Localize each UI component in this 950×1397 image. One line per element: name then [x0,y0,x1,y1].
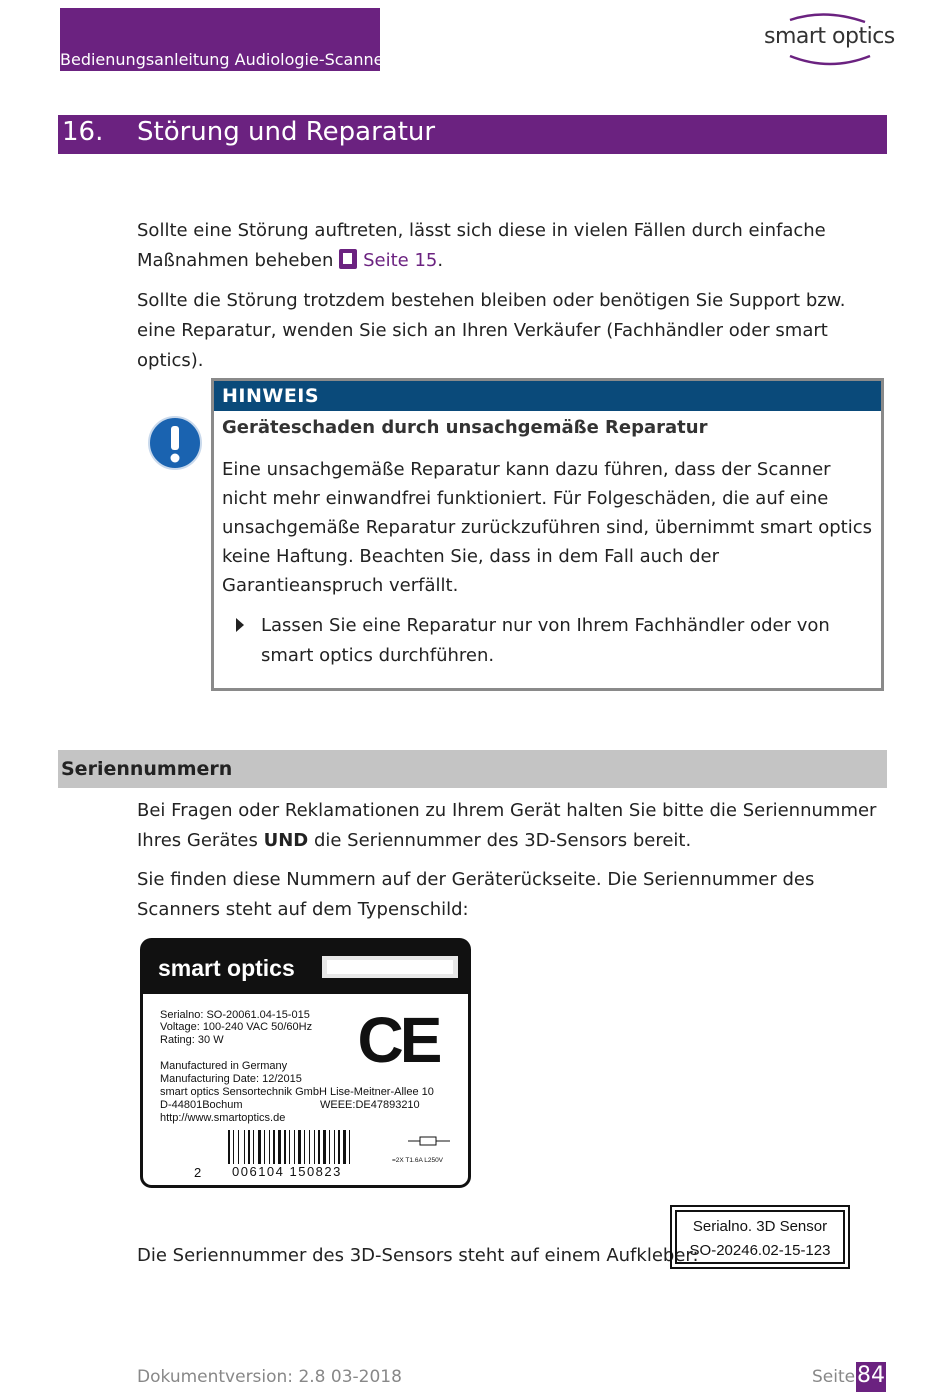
notice-header [214,381,881,411]
exclamation-mandatory-icon [147,415,203,471]
notice-instruction: Lassen Sie eine Reparatur nur von Ihrem Fachhändler oder von smart optics durchführen. [261,615,830,666]
typeplate-image [140,938,471,1188]
barcode-digits: 006104 150823 [232,1164,342,1179]
typeplate-company: smart optics Sensortechnik GmbH Lise-Meitner-Allee 10 [160,1086,434,1098]
sticker-line-2: SO-20246.02-15-123 [689,1242,831,1259]
typeplate-mfg-date: Manufacturing Date: 12/2015 [160,1073,302,1085]
sensor-sticker-inner [675,1210,845,1264]
page-number: 84 [857,1363,885,1388]
notice-title: Geräteschaden durch unsachgemäße Reparatur [222,417,708,438]
section-para1-after: die Seriennummer des 3D-Sensors bereit. [308,830,692,851]
barcode-prefix: 2 [194,1165,202,1180]
section-paragraph-2: Sie finden diese Nummern auf der Geräterückseite. Die Seriennummer des Scanners steht auf dem Typenschild: [137,869,815,920]
notice-label: HINWEIS [222,385,320,407]
fuse-rating: =2X T1.6A L250V [392,1157,444,1164]
page-label: Seite [812,1367,856,1387]
typeplate-serial: Serialno: SO-20061.04-15-015 [160,1009,310,1021]
manual-title: Bedienungsanleitung Audiologie-Scanner [60,50,391,69]
intro-text: Sollte eine Störung auftreten, lässt sich diese in vielen Fällen durch einfache Maßnahmen beheben [137,220,826,271]
typeplate-city: D-44801Bochum [160,1099,243,1111]
intro-paragraph-2: Sollte die Störung trotzdem bestehen bleiben oder benötigen Sie Support bzw. eine Reparatur, wenden Sie sich an Ihren Verkäufer (Fachhändler oder smart optics). [137,290,846,371]
smart-optics-logo [760,10,895,70]
notice-box [211,378,884,691]
typeplate-rating: Rating: 30 W [160,1034,224,1046]
typeplate-brand: smart optics [158,955,295,981]
typeplate-voltage: Voltage: 100-240 VAC 50/60Hz [160,1021,313,1033]
triangle-bullet-icon [234,617,246,633]
sensor-sticker [670,1205,850,1269]
document-version: Dokumentversion: 2.8 03-2018 [137,1367,402,1387]
sticker-caption: Die Seriennummer des 3D-Sensors steht auf einem Aufkleber: [137,1245,699,1266]
typeplate-url: http://www.smartoptics.de [160,1112,286,1124]
section-paragraph-1 [137,796,887,856]
section-title: Seriennummern [61,758,233,780]
section-para1-text: Bei Fragen oder Reklamationen zu Ihrem Gerät halten Sie bitte die Seriennummer Ihres Gerätes [137,800,877,851]
page-reference-icon [339,249,357,269]
intro-paragraph-1 [137,216,887,276]
ce-mark: CE [357,1004,439,1076]
intro-end: . [437,250,444,271]
page-number-box [856,1362,886,1392]
chapter-number: 16. [62,117,104,147]
page-reference-link[interactable]: Seite 15 [363,250,438,271]
notice-body: Eine unsachgemäße Reparatur kann dazu führen, dass der Scanner nicht mehr einwandfrei funktioniert. Für Folgeschäden, die auf eine unsachgemäße Reparatur zurückzuführen sind, übernimmt smart optics keine Haftung. Beachten Sie, dass in dem Fall auch der Garantieanspruch verfällt. [222,459,872,596]
typeplate-weee: WEEE:DE47893210 [320,1099,420,1111]
section-para1-bold: UND [263,830,309,851]
chapter-title: Störung und Reparatur [137,117,436,147]
sticker-line-1: Serialno. 3D Sensor [692,1218,828,1235]
typeplate-made-in: Manufactured in Germany [160,1060,288,1072]
logo-text: smart optics [764,24,895,49]
